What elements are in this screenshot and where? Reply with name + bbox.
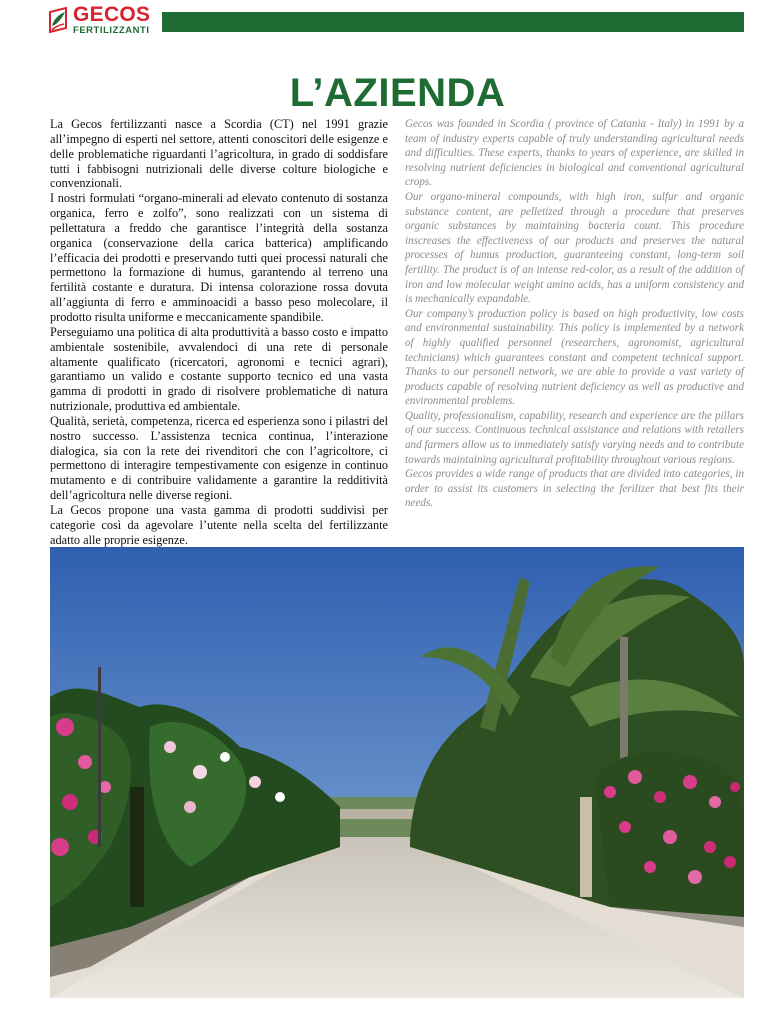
brand-subtitle: FERTILIZZANTI <box>73 24 150 35</box>
leaf-logo-icon <box>46 6 70 34</box>
italian-text-column <box>50 117 388 547</box>
english-paragraph: Quality, professionalism, capability, research and experience are the pillars of our success. Continuous technical assistance and relations with retailers and farmers allow us to immediately satisfy varying needs and to contribute towards maintaining agricultural profitability throughout various regions. <box>405 409 744 466</box>
italian-paragraph: Qualità, serietà, competenza, ricerca ed esperienza sono i pilastri del nostro successo. L’assistenza tecnica continua, l’interazione dialogica, sia con la rete dei rivenditori che con l’agricoltore, ci permettono di interagire tempestivamente con esigenze in continuo mutamento e di contribuire validamente a garantire la redditività dell’agricoltura nelle diverse regioni. <box>50 413 388 503</box>
brand-name: GECOS <box>73 3 151 26</box>
italian-paragraph: Perseguiamo una politica di alta produttività a basso costo e impatto ambientale sostenibile, avvalendoci di una rete di personale altamente qualificato (ricercatori, agronomi e tecnici agrari), garantiamo un valido e costante supporto tecnico ed una vasta gamma di prodotti in grado di risolvere problematiche di natura nutrizionale, produttiva ed ambientale. <box>50 324 388 414</box>
gecos-logo <box>46 4 161 36</box>
avenue-photo-illustration <box>50 547 744 998</box>
page-title: L’AZIENDA <box>289 70 506 115</box>
header-bar <box>162 12 744 32</box>
italian-paragraph: La Gecos propone una vasta gamma di prodotti suddivisi per categorie così da agevolare l’utente nella scelta del fertilizzante adatto alle proprie esigenze. <box>50 502 388 547</box>
italian-paragraph: I nostri formulati “organo-minerali ad elevato contenuto di sostanza organica, ferro e zolfo”, sono realizzati con un sistema di pellettatura a freddo che garantisce l’integrità della sostanza organica (conservazione della carica batterica) amplificando l’efficacia dei prodotti e preservando tutti quei processi naturali che permettono la formazione di humus, garantendo al terreno una fertilità costante e duratura. Di intensa colorazione rossa dovuta all’aggiunta di ferro e amminoacidi a basso peso molecolare, il prodotto risulta uniforme e meccanicamente spandibile. <box>50 191 388 324</box>
english-paragraph: Our organo-mineral compounds, with high iron, sulfur and organic substance content, are pelletized through a procedure that preserves organic substances by maintaining bacteria count. This procedure inscreases the effectiveness of our products and preserves the natural processes of humus production, guaranteeing constant, long-term soil fertility. The product is of an intense red-color, as a result of the addition of iron and low molecular weight amino acids, has a uniform consistency and is mechanically expandable. <box>405 190 744 306</box>
english-paragraph: Gecos was founded in Scordia ( province of Catania - Italy) in 1991 by a team of industry experts capable of truly understanding agricultural needs and difficulties. These experts, thanks to years of experience, are skilled in resolving nutrient deficiencies in biological and conventional agricultural crops. <box>405 118 744 189</box>
italian-paragraph: La Gecos fertilizzanti nasce a Scordia (CT) nel 1991 grazie all’impegno di esperti nel settore, attenti conoscitori delle esigenze e delle problematiche riguardanti l’agricoltura, in grado di soddisfare tutti i fabbisogni nutrizionali delle diverse colture biologiche e convenzionali. <box>50 117 388 191</box>
english-paragraph: Gecos provides a wide range of products that are divided into categories, in order to assist its customers in selecting the ferilizer that best fits their needs. <box>405 468 744 510</box>
english-paragraph: Our company’s production policy is based on high productivity, low costs and environmental sustainability. This policy is implemented by a network of highly qualified personnel (researchers, agronomist, agricultural technicians) which guarantees constant and competent technical support. Thanks to our personell network, we are able to provide a vast variety of products capable of resolving nutrient deficiency as well as productive and environmental problems. <box>405 307 744 408</box>
english-text-column <box>405 117 744 511</box>
company-entrance-photo <box>50 547 744 998</box>
